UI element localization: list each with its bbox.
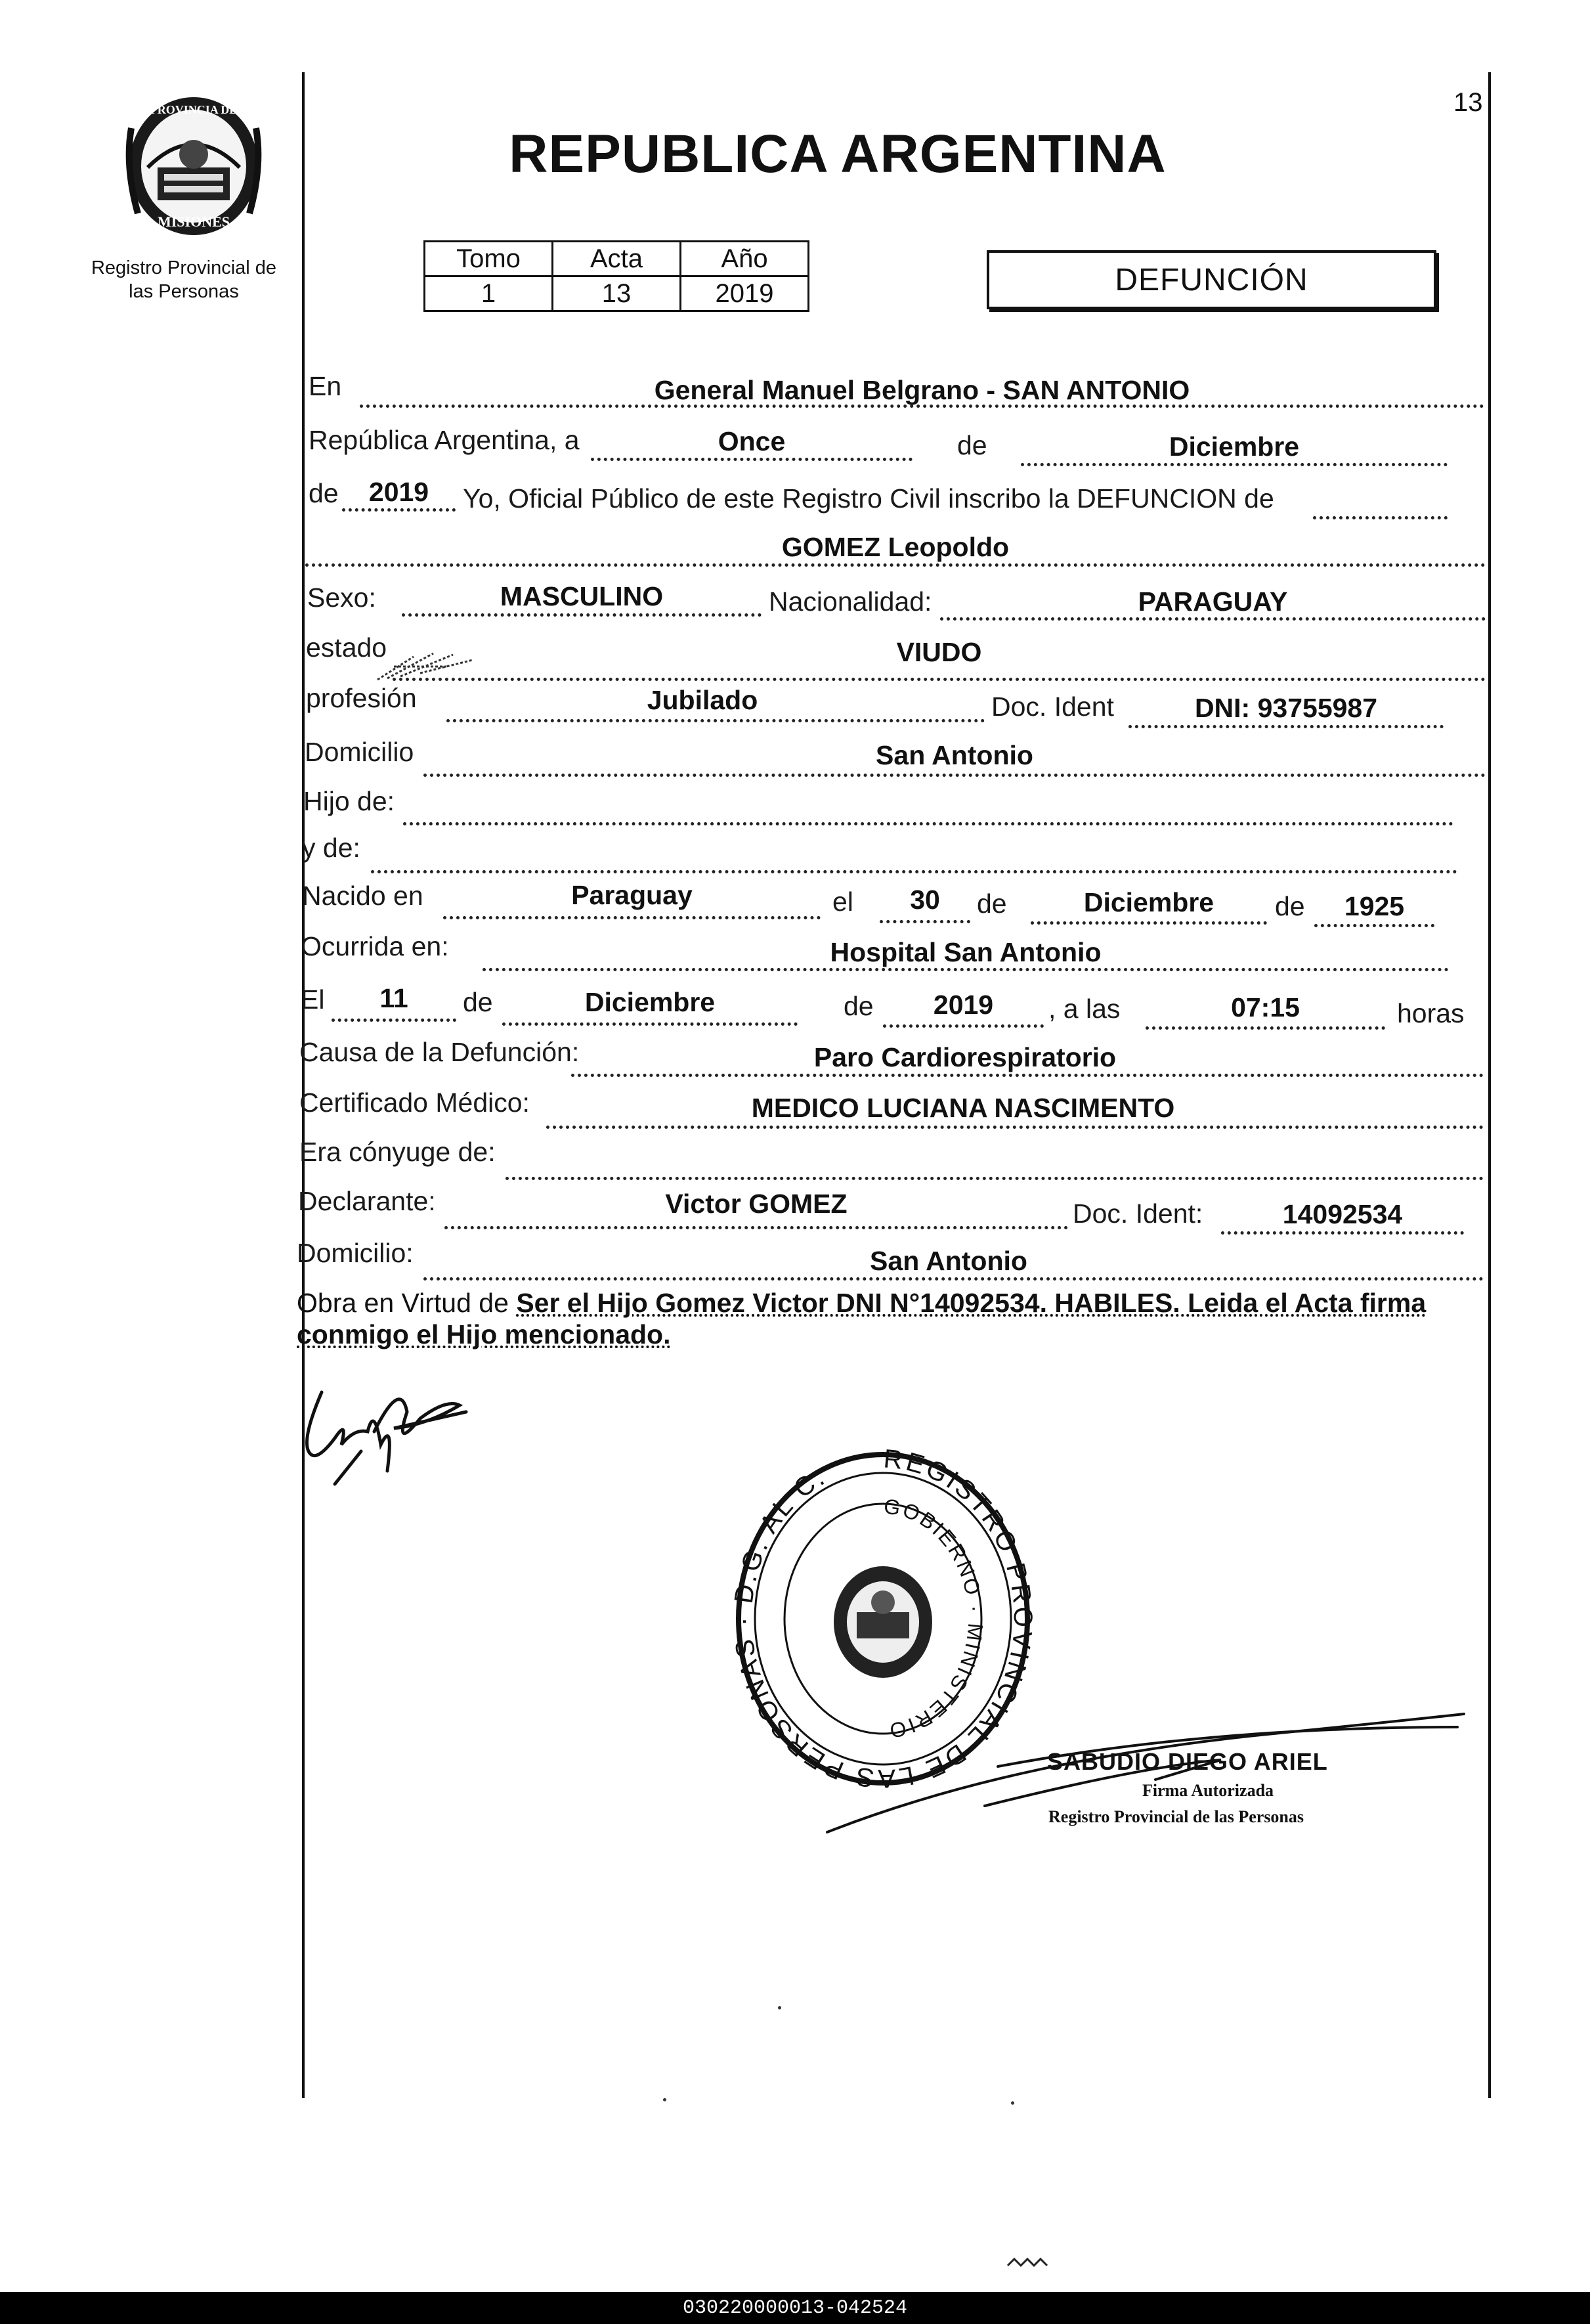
value-obra-line2: conmigo el Hijo mencionado.	[297, 1319, 671, 1349]
dotted-line	[940, 617, 1486, 621]
dotted-line	[571, 1074, 1484, 1077]
dotted-line	[1313, 516, 1448, 519]
label-de: de	[844, 991, 874, 1021]
value-profession: Jubilado	[647, 685, 758, 715]
value-day: Once	[718, 426, 786, 456]
label-horas: horas	[1397, 998, 1465, 1028]
dotted-line	[402, 613, 762, 617]
table-value-anio: 2019	[681, 276, 809, 311]
dotted-line	[505, 1177, 1484, 1180]
page-number: 13	[1453, 88, 1483, 117]
value-month: Diciembre	[1169, 431, 1300, 462]
svg-text:PROVINCIA DE: PROVINCIA DE	[150, 103, 238, 116]
declarant-signature-icon	[295, 1366, 492, 1491]
svg-text:REGISTRO PROVINCIAL DE LAS PER: REGISTRO PROVINCIAL DE LAS PERSONAS · D.G. AL C.	[729, 1448, 1037, 1789]
svg-text:MISIONES: MISIONES	[157, 213, 230, 230]
legal-basis-text	[297, 1287, 1426, 1350]
label-el: El	[301, 984, 325, 1015]
value-medical-certificate: MEDICO LUCIANA NASCIMENTO	[751, 1093, 1175, 1123]
signatory-title: Firma Autorizada	[1142, 1781, 1274, 1800]
label-yo-oficial: Yo, Oficial Público de este Registro Civil inscribo la DEFUNCION de	[463, 483, 1274, 514]
label-a-las: , a las	[1048, 994, 1121, 1024]
label-ocurrida-en: Ocurrida en:	[301, 931, 449, 961]
dotted-line	[880, 920, 970, 923]
dotted-line	[1021, 463, 1448, 466]
page-title: REPUBLICA ARGENTINA	[509, 124, 1167, 184]
document-type-box: DEFUNCIÓN	[987, 250, 1436, 309]
dotted-line	[1314, 924, 1434, 927]
label-hijo-de: Hijo de:	[303, 786, 395, 816]
dotted-line	[1031, 921, 1267, 925]
dotted-line	[502, 1022, 798, 1026]
scan-mark-icon	[1004, 2256, 1050, 2269]
label-de: de	[977, 888, 1007, 919]
dotted-line	[444, 1226, 1068, 1229]
value-place: General Manuel Belgrano - SAN ANTONIO	[654, 375, 1190, 405]
value-sex: MASCULINO	[500, 581, 664, 611]
label-el: el	[832, 887, 853, 917]
value-cause-of-death: Paro Cardiorespiratorio	[813, 1042, 1117, 1072]
value-declarant: Victor GOMEZ	[665, 1189, 848, 1219]
right-margin-line	[1488, 72, 1491, 2098]
value-declarant-address: San Antonio	[870, 1246, 1027, 1276]
record-table	[423, 240, 809, 312]
table-header-tomo: Tomo	[425, 242, 553, 276]
label-doc-ident: Doc. Ident	[991, 691, 1114, 722]
value-birth-year: 1925	[1344, 891, 1405, 921]
value-declarant-doc: 14092534	[1282, 1199, 1403, 1229]
label-nacionalidad: Nacionalidad:	[769, 586, 932, 617]
dotted-line	[305, 563, 1486, 567]
label-de: de	[463, 987, 493, 1017]
label-conyuge: Era cónyuge de:	[299, 1137, 496, 1167]
dotted-line	[1128, 725, 1444, 728]
dotted-line	[1146, 1026, 1385, 1030]
value-death-month: Diciembre	[584, 987, 716, 1017]
value-birth-month: Diciembre	[1083, 887, 1214, 917]
label-sexo: Sexo:	[307, 582, 376, 613]
value-deceased-name: GOMEZ Leopoldo	[781, 532, 1010, 562]
dotted-line	[1221, 1231, 1464, 1235]
dotted-line	[883, 1024, 1044, 1028]
document-code-bar: 030220000013-042524	[0, 2292, 1590, 2324]
dotted-line	[483, 968, 1449, 971]
dotted-line	[591, 458, 913, 461]
dotted-line	[443, 916, 821, 919]
scan-dot	[778, 2006, 781, 2009]
dotted-line	[342, 508, 456, 512]
dotted-line	[446, 719, 985, 722]
value-obra-line1: Ser el Hijo Gomez Victor DNI N°14092534. HABILES. Leida el Acta firma	[516, 1288, 1427, 1318]
label-de: de	[309, 478, 339, 508]
value-birthplace: Paraguay	[571, 880, 693, 910]
label-profesion: profesión	[306, 683, 417, 713]
dotted-line	[332, 1019, 456, 1022]
label-causa: Causa de la Defunción:	[299, 1037, 580, 1067]
signatory-organization: Registro Provincial de las Personas	[1048, 1807, 1304, 1826]
table-header-acta: Acta	[553, 242, 681, 276]
scribble-mark-icon	[374, 647, 486, 686]
value-nationality: PARAGUAY	[1138, 586, 1288, 617]
label-en: En	[309, 371, 342, 401]
label-y-de: y de:	[302, 833, 360, 863]
scan-dot	[663, 2098, 666, 2101]
label-domicilio: Domicilio	[305, 737, 414, 767]
table-header-anio: Año	[681, 242, 809, 276]
label-doc-ident: Doc. Ident:	[1073, 1198, 1203, 1229]
label-domicilio: Domicilio:	[297, 1238, 414, 1268]
dotted-line	[393, 678, 1486, 681]
svg-text:GOBIERNO · MINISTERIO: GOBIERNO · MINISTERIO	[882, 1494, 988, 1743]
table-value-acta: 13	[553, 276, 681, 311]
registry-name: Registro Provincial de las Personas	[91, 257, 277, 302]
dotted-line	[423, 774, 1486, 777]
value-death-year: 2019	[933, 990, 994, 1020]
table-value-tomo: 1	[425, 276, 553, 311]
value-address: San Antonio	[876, 740, 1033, 770]
label-declarante: Declarante:	[298, 1186, 436, 1216]
value-year: 2019	[368, 477, 429, 507]
dotted-line	[423, 1277, 1484, 1281]
left-margin-line	[302, 72, 305, 2098]
label-obra: Obra en Virtud de	[297, 1288, 509, 1318]
label-republica: República Argentina, a	[309, 425, 580, 455]
dotted-line	[546, 1126, 1484, 1129]
value-death-time: 07:15	[1231, 992, 1300, 1022]
label-de: de	[1275, 891, 1305, 921]
value-place-of-death: Hospital San Antonio	[830, 937, 1102, 967]
value-dni: DNI: 93755987	[1194, 693, 1378, 723]
label-de: de	[957, 430, 987, 460]
dotted-line	[371, 870, 1457, 873]
value-civil-status: VIUDO	[896, 637, 982, 667]
value-birth-day: 30	[910, 885, 940, 915]
label-certificado: Certificado Médico:	[299, 1087, 530, 1118]
scan-dot	[1011, 2101, 1014, 2105]
label-estado: estado	[306, 632, 387, 663]
value-death-day: 11	[379, 983, 408, 1013]
dotted-line	[403, 822, 1453, 825]
label-nacido-en: Nacido en	[302, 881, 423, 911]
signatory-name: SABUDIO DIEGO ARIEL	[1047, 1748, 1328, 1775]
